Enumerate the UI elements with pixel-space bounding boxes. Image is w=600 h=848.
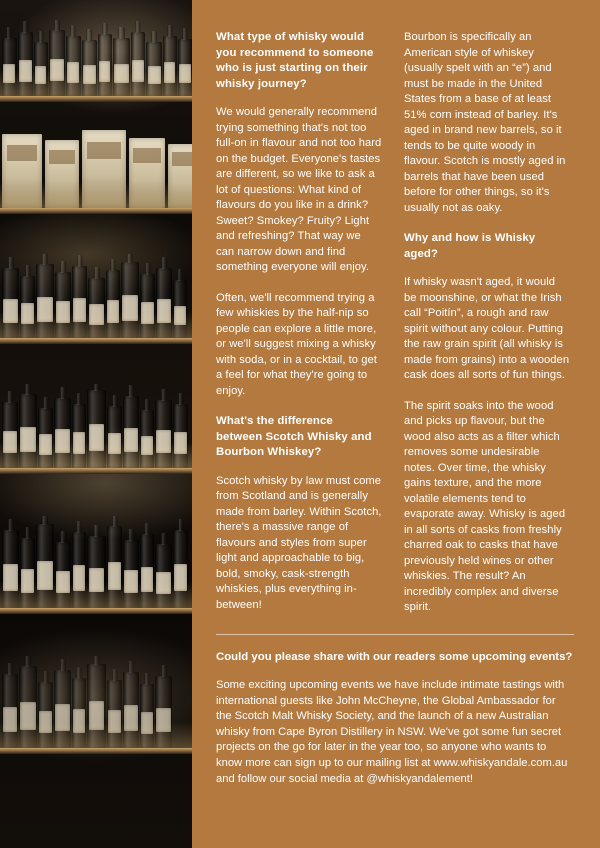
bottle (163, 36, 177, 96)
question-heading: Why and how is Whisky aged? (404, 232, 536, 260)
bottle-row-3 (0, 384, 192, 468)
two-column-text (216, 30, 574, 616)
bottle (123, 672, 139, 748)
bottle (107, 526, 122, 608)
bottle (38, 408, 53, 468)
bottle (113, 38, 130, 96)
shelf-edge (0, 338, 192, 344)
bottle (36, 524, 54, 608)
gift-box-row (2, 130, 192, 208)
question-heading: What's the difference between Scotch Whisky and Bourbon Whiskey? (216, 415, 372, 458)
bottle (173, 404, 188, 468)
answer-paragraph: The spirit soaks into the wood and picks up flavour, but the wood also acts as a filter which removes some undesirable notes. Over time, the whisky gains texture, and the more volatile elements tend to evaporate away. Whisky is aged in all sorts of casks from freshly charred oak to casks that have previously held wines or other whiskies. The result? An incredibly complex and diverse spirit. (404, 399, 566, 613)
bottle (87, 664, 106, 748)
bottle (2, 402, 18, 468)
bottle (155, 400, 172, 468)
bottle (155, 676, 172, 748)
shelf-edge (0, 468, 192, 474)
bottle (82, 40, 97, 96)
bottle (107, 406, 122, 468)
bottle (2, 268, 19, 338)
answer-paragraph: Bourbon is specifically an American style of whiskey (usually spelt with an “e”) and must be made in the United States from a base of at least 51% corn instead of barley. It's aged in brand new barrels, so it tends to be quite woody in flavour. Scotch is mostly aged in barrels that have been used before for other things, so it's usually not as oaky. (404, 31, 566, 214)
bottle-row-5 (0, 656, 192, 748)
bottle (140, 684, 154, 748)
answer-paragraph: Scotch whisky by law must come from Scotland and is generally made from barley. Within Scotch, there's a massive range of flavours and styles from super light and approachable to big, bold, smoky, cask-strength whiskies, plus everything in-between! (216, 474, 382, 611)
bottle (54, 398, 71, 468)
bottle (131, 32, 146, 96)
question-heading: What type of whisky would you recommend to someone who is just starting on their whisky journey? (216, 31, 374, 90)
gift-box (168, 144, 192, 208)
bottle (66, 36, 81, 96)
bottle (54, 670, 71, 748)
bottle-row-4 (0, 516, 192, 608)
bottle (19, 394, 37, 468)
answer-paragraph: Often, we'll recommend trying a few whiskies by the half-nip so people can explore a little more, or we'll suggest mixing a whisky with soda, or in a cocktail, to get a feel for what they're going to enjoy. (216, 291, 377, 397)
events-section (216, 650, 574, 788)
left-text-column (216, 30, 382, 616)
bottle (19, 666, 37, 748)
answer-paragraph: We would generally recommend trying something that's not too full-on in flavour and not too hard on the budget. Everyone's tastes are different, so we like to ask a lot of questions: What kind of flavours do you like in a drink? Sweet? Smokey? Fruity? Light and refreshing? That way we can narrow down and find something everyone will enjoy. (216, 106, 382, 273)
bottle (18, 32, 33, 96)
article-content (192, 0, 600, 848)
gift-box (82, 130, 126, 208)
whisky-shelves-photo (0, 0, 192, 848)
bottle (121, 262, 139, 338)
bottle (173, 280, 187, 338)
bottle (87, 390, 106, 468)
bottle-row-1 (0, 20, 192, 96)
bottle (20, 538, 35, 608)
shelf-edge (0, 208, 192, 214)
bottle (146, 42, 161, 96)
bottle (140, 534, 154, 608)
gift-box (2, 134, 42, 208)
bottle (88, 278, 105, 338)
answer-paragraph: If whisky wasn't aged, it would be moonshine, or what the Irish call “Poitín”, a rough and raw spirit without any colour. Putting the raw grain spirit (all whisky is made from grains) into a wooden cask does all sorts of fun things. (404, 276, 570, 381)
bottle (87, 536, 106, 608)
bottle (178, 39, 192, 96)
bottle (38, 682, 53, 748)
question-heading: Could you please share with our readers some upcoming events? (216, 650, 573, 663)
answer-paragraph: Some exciting upcoming events we have include intimate tastings with international guests like John McCheyne, the Global Ambassador for the Scotch Malt Whisky Society, and the launch of a new Australian whisky from Cape Byron Distillery in NSW. We've got some fun secret projects on the go for later in the year too, so anyone who wants to know more can sign up to our mailing list at www.whiskyandale.com.au and follow our social media at @whiskyandalement! (216, 679, 568, 785)
bottle (173, 530, 188, 608)
bottle (72, 532, 86, 608)
shelf-edge (0, 96, 192, 102)
bottle (140, 274, 155, 338)
shelf-edge (0, 748, 192, 754)
bottle (155, 544, 172, 608)
bottle-row-2 (0, 254, 192, 338)
bottle (2, 674, 18, 748)
bottle (156, 268, 172, 338)
bottle (106, 270, 120, 338)
bottle (55, 272, 71, 338)
bottle (49, 30, 65, 96)
bottle (123, 396, 139, 468)
bottle (98, 34, 112, 96)
bottle (72, 404, 86, 468)
bottle (55, 542, 71, 608)
bottle (36, 264, 54, 338)
bottle (72, 678, 86, 748)
right-text-column (404, 30, 570, 616)
section-divider (216, 634, 574, 635)
bottle (140, 410, 154, 468)
bottle (34, 42, 48, 96)
gift-box (45, 140, 79, 208)
bottle (72, 266, 87, 338)
bottle (2, 530, 19, 608)
bottle (2, 38, 17, 96)
bottle (123, 540, 139, 608)
bottle (107, 680, 122, 748)
gift-box (129, 138, 165, 208)
shelf-edge (0, 608, 192, 614)
bottle (20, 276, 35, 338)
